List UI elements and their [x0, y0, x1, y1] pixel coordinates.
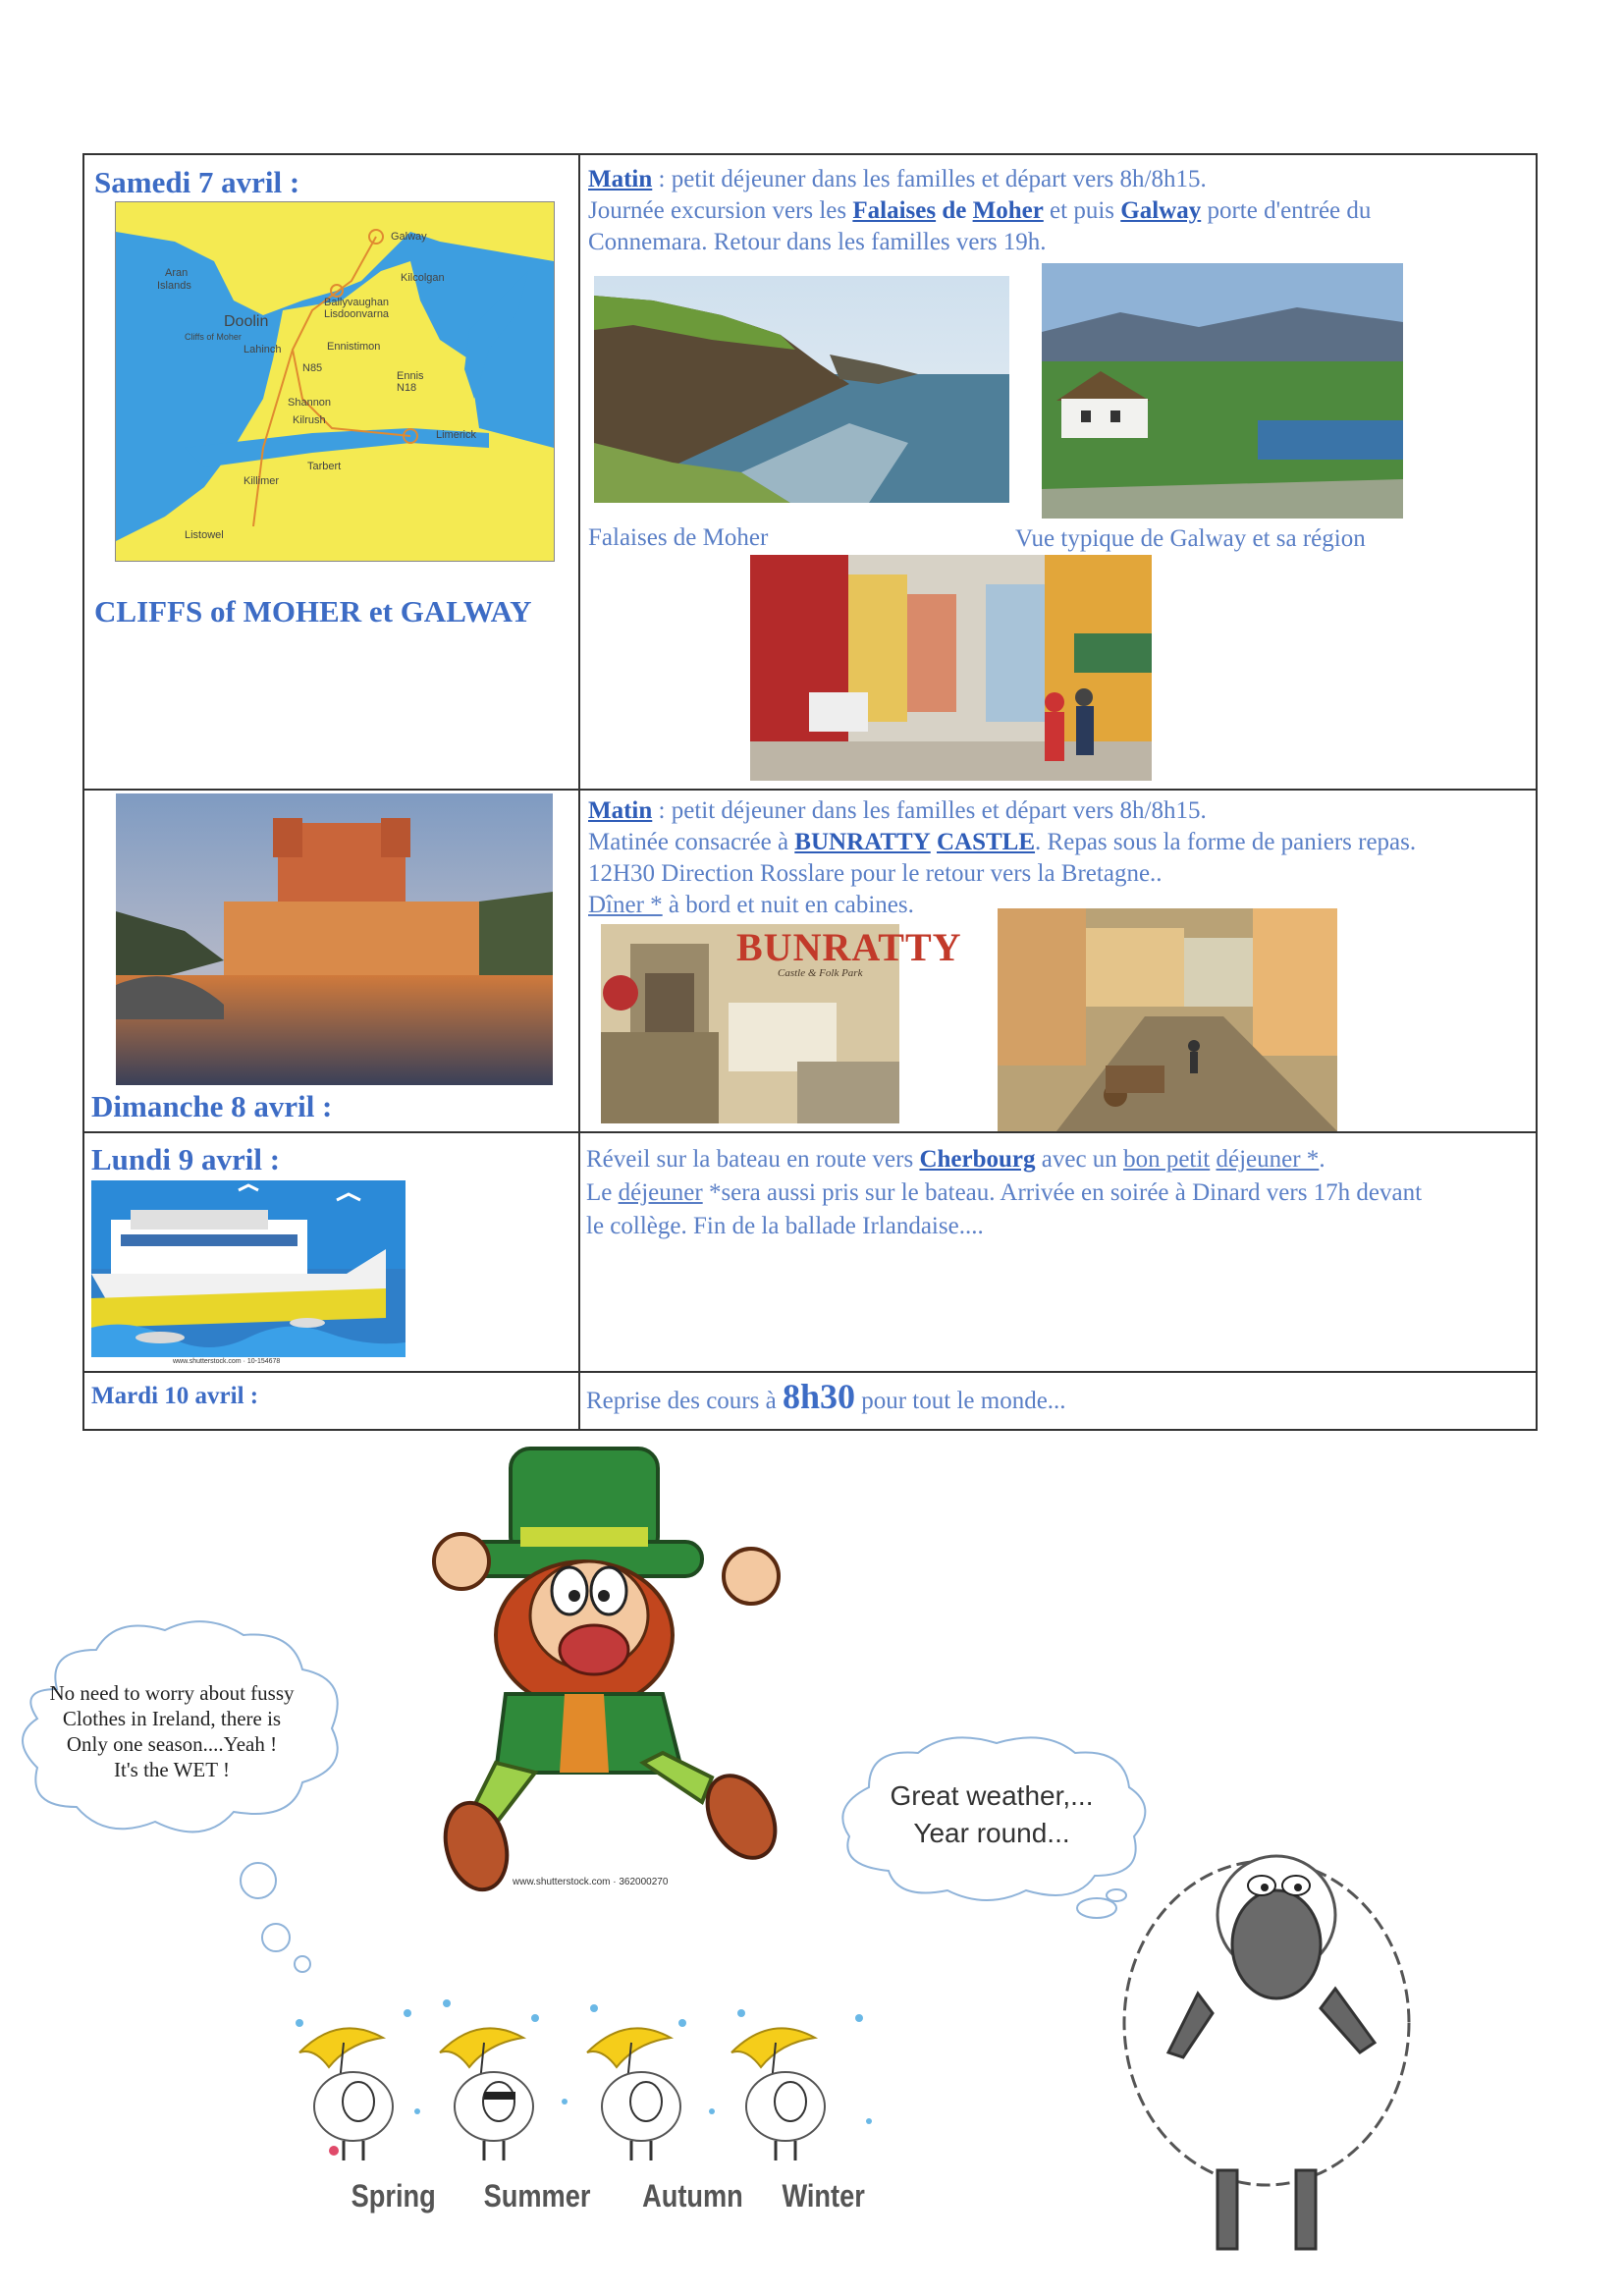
- caption-falaises: Falaises de Moher: [588, 524, 769, 551]
- svg-text:Ennistimon: Ennistimon: [327, 341, 381, 353]
- cloud-line: Only one season....Yeah !: [66, 1732, 278, 1756]
- leprechaun-illustration: [427, 1449, 790, 1881]
- line-text: pour tout le monde...: [854, 1388, 1066, 1414]
- autumn-sheep: [587, 2028, 680, 2160]
- galway-street-photo: [750, 555, 1152, 781]
- svg-text:N18: N18: [397, 382, 417, 394]
- row-lundi: [83, 1132, 1537, 1372]
- castle-graphic: [116, 793, 553, 1085]
- folk-park-photo: [998, 908, 1337, 1131]
- link-bunratty: BUNRATTY: [794, 829, 931, 855]
- day-label: Lundi 9 avril :: [91, 1142, 281, 1176]
- cottage-graphic: [1042, 263, 1403, 519]
- time-highlight: 8h30: [782, 1377, 855, 1416]
- line-text: Le: [586, 1179, 619, 1206]
- line-text: : petit déjeuner dans les familles et départ vers 8h/8h15.: [652, 797, 1207, 824]
- dimanche-text: [588, 795, 1531, 921]
- map-graphic: [116, 202, 554, 561]
- row-mardi-left: [83, 1372, 579, 1430]
- day-label: Mardi 10 avril :: [91, 1383, 259, 1409]
- ferry-watermark: www.shutterstock.com · 10-154678: [173, 1358, 281, 1365]
- svg-text:Doolin: Doolin: [224, 313, 269, 330]
- line-text: Réveil sur la bateau en route vers: [586, 1146, 920, 1173]
- cloud-line: Great weather,...: [890, 1780, 1094, 1811]
- dejeuner-label-2: déjeuner: [618, 1179, 703, 1206]
- dejeuner-label: déjeuner *: [1216, 1146, 1320, 1173]
- season-spring: Spring: [351, 2178, 436, 2214]
- svg-text:Killimer: Killimer: [243, 475, 280, 487]
- link-falaises: Falaises: [852, 197, 937, 224]
- row-mardi-right: [579, 1372, 1537, 1430]
- line-text: : petit déjeuner dans les familles et départ vers 8h/8h15.: [652, 166, 1207, 192]
- bon-petit-label: bon petit: [1123, 1146, 1211, 1173]
- line-text: porte d'entrée du: [1201, 197, 1372, 224]
- line-text: avec un: [1035, 1146, 1124, 1173]
- matin-label: Matin: [588, 166, 653, 192]
- line-text: Journée excursion vers les: [588, 197, 853, 224]
- ferry-illustration: [91, 1180, 406, 1357]
- row-mardi: [83, 1372, 1537, 1430]
- cloud-line: No need to worry about fussy: [49, 1681, 295, 1705]
- folkpark-graphic: [998, 908, 1337, 1131]
- line-text: Reprise des cours à: [586, 1388, 783, 1414]
- ferry-graphic: [91, 1180, 406, 1357]
- bunratty-postcard: [601, 924, 962, 1123]
- line-text: Connemara. Retour dans les familles vers 19h.: [588, 229, 1047, 255]
- svg-text:Shannon: Shannon: [288, 397, 332, 409]
- lundi-text: [586, 1143, 1534, 1243]
- row-samedi: [83, 154, 1537, 790]
- mardi-text: [586, 1377, 1066, 1417]
- svg-text:Ennis: Ennis: [397, 370, 424, 382]
- cloud-line: Year round...: [913, 1818, 1070, 1848]
- winter-sheep: [731, 2028, 825, 2160]
- matin-label: Matin: [588, 797, 653, 824]
- diner-label: Dîner *: [588, 892, 663, 918]
- svg-text:Kilrush: Kilrush: [293, 414, 326, 426]
- link-moher: Moher: [972, 197, 1044, 224]
- svg-text:Lisdoonvarna: Lisdoonvarna: [324, 308, 390, 320]
- svg-text:Kilcolgan: Kilcolgan: [401, 272, 445, 284]
- sheep-illustration: [1109, 1827, 1443, 2259]
- cliffs-graphic: [594, 276, 1009, 503]
- link-galway: Galway: [1120, 197, 1202, 224]
- excursion-title: CLIFFS of MOHER et GALWAY: [94, 594, 532, 629]
- link-castle: CASTLE: [937, 829, 1036, 855]
- cloud-line: It's the WET !: [114, 1758, 230, 1781]
- bunratty-castle-photo: [116, 793, 553, 1085]
- cliffs-photo: [594, 276, 1009, 503]
- season-autumn: Autumn: [642, 2178, 743, 2214]
- season-sheep-group: [290, 1994, 879, 2175]
- svg-text:Listowel: Listowel: [185, 529, 224, 541]
- row-samedi-left: [83, 154, 579, 790]
- svg-text:Aran: Aran: [165, 267, 189, 279]
- line-text: *sera aussi pris sur le bateau. Arrivée en soirée à Dinard vers 17h devant: [702, 1179, 1423, 1206]
- row-samedi-right: [579, 154, 1537, 790]
- postcard-subtitle: Castle & Folk Park: [778, 967, 863, 979]
- itinerary-table: [82, 153, 1538, 1431]
- line-text: . Repas sous la forme de paniers repas.: [1035, 829, 1417, 855]
- svg-text:Lahinch: Lahinch: [243, 344, 282, 355]
- leprechaun-watermark: www.shutterstock.com · 362000270: [513, 1877, 669, 1887]
- line-text: Matinée consacrée à: [588, 829, 795, 855]
- svg-text:Limerick: Limerick: [436, 429, 476, 441]
- row-lundi-right: [579, 1132, 1537, 1372]
- cloud-left-text: [20, 1680, 324, 1782]
- galway-cottage-photo: [1042, 263, 1403, 519]
- street-graphic: [750, 555, 1152, 781]
- day-label: Samedi 7 avril :: [94, 165, 300, 199]
- line-text: 12H30 Direction Rosslare pour le retour vers la Bretagne..: [588, 860, 1163, 887]
- caption-galway: Vue typique de Galway et sa région: [1015, 525, 1366, 552]
- thought-cloud-left: [18, 1611, 361, 1984]
- svg-text:Islands: Islands: [157, 280, 191, 292]
- row-dimanche-left: [83, 790, 579, 1132]
- line-text: et puis: [1043, 197, 1121, 224]
- postcard-title: BUNRATTY: [736, 925, 962, 969]
- cloud-line: Clothes in Ireland, there is: [62, 1707, 282, 1730]
- svg-text:N85: N85: [302, 362, 323, 374]
- season-summer: Summer: [483, 2178, 591, 2214]
- line-text: .: [1319, 1146, 1325, 1173]
- spring-sheep: [299, 2028, 393, 2160]
- svg-text:Galway: Galway: [391, 231, 427, 243]
- row-lundi-left: [83, 1132, 579, 1372]
- svg-text:Ballyvaughan: Ballyvaughan: [324, 297, 390, 308]
- row-dimanche: [83, 790, 1537, 1132]
- row-dimanche-right: [579, 790, 1537, 1132]
- line-text: à bord et nuit en cabines.: [662, 892, 914, 918]
- samedi-text: [588, 164, 1531, 258]
- link-cherbourg: Cherbourg: [919, 1146, 1036, 1173]
- summer-sheep: [440, 2028, 533, 2160]
- svg-text:Cliffs of Moher: Cliffs of Moher: [185, 332, 242, 342]
- cloud-right-text: [864, 1777, 1119, 1852]
- svg-text:Tarbert: Tarbert: [307, 461, 342, 472]
- season-winter: Winter: [782, 2178, 865, 2214]
- clare-map: [115, 201, 555, 562]
- line-text: le collège. Fin de la ballade Irlandaise....: [586, 1213, 984, 1239]
- day-label: Dimanche 8 avril :: [91, 1089, 333, 1123]
- line-text: de: [936, 197, 973, 224]
